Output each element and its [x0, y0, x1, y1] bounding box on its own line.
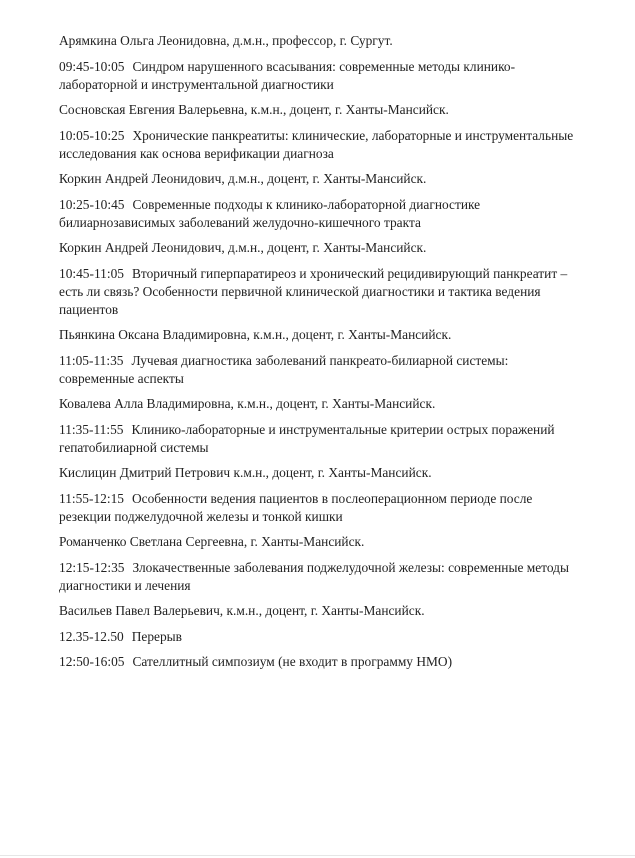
page-bottom-divider [0, 855, 635, 856]
talk-title-line: исследования как основа верификации диагноза [59, 145, 334, 161]
talk-time: 11:35-11:55 [59, 421, 124, 437]
talk-title-line: Клинико-лабораторные и инструментальные критерии острых поражений [131, 421, 555, 437]
talk-time: 11:55-12:15 [59, 490, 124, 506]
program-talk [59, 559, 619, 595]
program-talk [59, 653, 619, 671]
speaker-name: Пьянкина Оксана Владимировна, к.м.н., доцент, г. Ханты-Мансийск. [59, 327, 452, 342]
talk-title-line: пациентов [59, 301, 119, 317]
speaker-name: Арямкина Ольга Леонидовна, д.м.н., профессор, г. Сургут. [59, 33, 393, 48]
talk-title-line: билиарнозависимых заболеваний желудочно-кишечного тракта [59, 214, 421, 230]
talk-title-line: есть ли связь? Особенности первичной клинической диагностики и тактика ведения [59, 283, 541, 299]
program-speaker [59, 170, 619, 188]
program-speaker [59, 395, 619, 413]
talk-title-line: Лучевая диагностика заболеваний панкреато-билиарной системы: [131, 352, 509, 368]
talk-title-line: Перерыв [131, 628, 182, 644]
talk-time: 09:45-10:05 [59, 58, 125, 74]
talk-title-line: Злокачественные заболевания поджелудочной железы: современные методы [132, 559, 569, 575]
talk-time: 10:45-11:05 [59, 265, 124, 281]
talk-time: 12:15-12:35 [59, 559, 125, 575]
program-talk [59, 628, 619, 646]
program-talk [59, 127, 619, 163]
speaker-name: Ковалева Алла Владимировна, к.м.н., доцент, г. Ханты-Мансийск. [59, 396, 436, 411]
talk-title-line: лабораторной и инструментальной диагностики [59, 76, 334, 92]
program-talk [59, 490, 619, 526]
program-speaker [59, 602, 619, 620]
talk-time: 11:05-11:35 [59, 352, 124, 368]
talk-title-line: Синдром нарушенного всасывания: современные методы клинико- [132, 58, 516, 74]
speaker-name: Коркин Андрей Леонидович, д.м.н., доцент, г. Ханты-Мансийск. [59, 240, 427, 255]
talk-title-line: гепатобилиарной системы [59, 439, 209, 455]
talk-title-line: Вторичный гиперпаратиреоз и хронический рецидивирующий панкреатит – [131, 265, 568, 281]
talk-time: 10:25-10:45 [59, 196, 125, 212]
program-speaker [59, 101, 619, 119]
talk-title-line: диагностики и лечения [59, 577, 191, 593]
program-talk [59, 265, 619, 319]
talk-title-line: Особенности ведения пациентов в послеоперационном периоде после [131, 490, 533, 506]
program-speaker [59, 326, 619, 344]
speaker-name: Коркин Андрей Леонидович, д.м.н., доцент, г. Ханты-Мансийск. [59, 171, 427, 186]
talk-time: 12.35-12.50 [59, 628, 124, 644]
talk-title-line: Сателлитный симпозиум (не входит в программу НМО) [132, 654, 453, 669]
speaker-name: Кислицин Дмитрий Петрович к.м.н., доцент, г. Ханты-Мансийск. [59, 465, 432, 480]
talk-time: 12:50-16:05 [59, 654, 125, 669]
talk-title-line: Современные подходы к клинико-лабораторной диагностике [132, 196, 481, 212]
program-speaker [59, 464, 619, 482]
program-speaker [59, 533, 619, 551]
speaker-name: Романченко Светлана Сергеевна, г. Ханты-Мансийск. [59, 534, 365, 549]
program-document [59, 32, 619, 679]
talk-title-line: резекции поджелудочной железы и тонкой кишки [59, 508, 343, 524]
talk-title-line: Хронические панкреатиты: клинические, лабораторные и инструментальные [132, 127, 574, 143]
program-talk [59, 196, 619, 232]
talk-time: 10:05-10:25 [59, 127, 125, 143]
speaker-name: Сосновская Евгения Валерьевна, к.м.н., доцент, г. Ханты-Мансийск. [59, 102, 449, 117]
program-talk [59, 58, 619, 94]
program-speaker [59, 239, 619, 257]
program-talk [59, 352, 619, 388]
talk-title-line: современные аспекты [59, 370, 184, 386]
program-speaker [59, 32, 619, 50]
speaker-name: Васильев Павел Валерьевич, к.м.н., доцент, г. Ханты-Мансийск. [59, 603, 425, 618]
program-talk [59, 421, 619, 457]
